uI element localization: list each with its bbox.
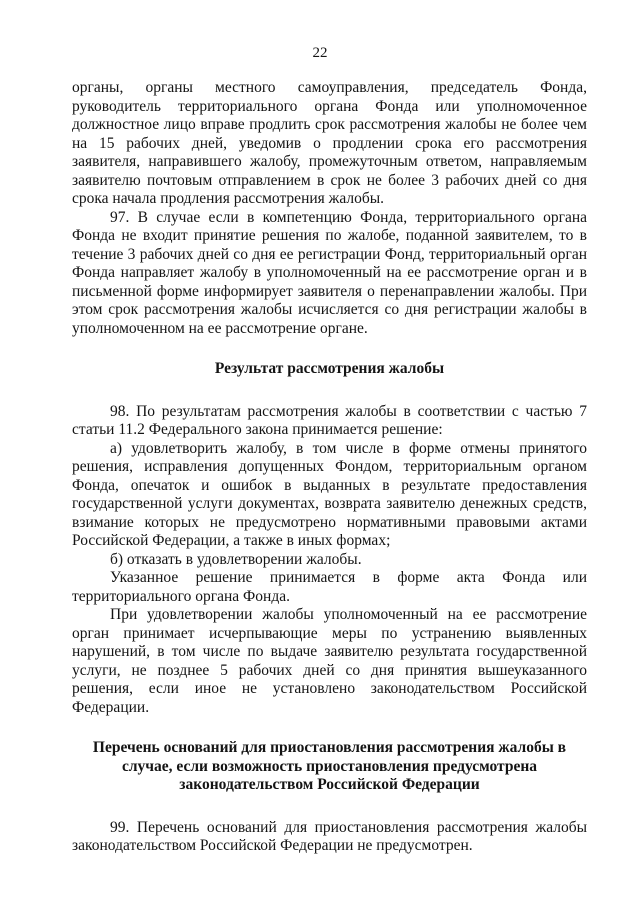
section-heading-grounds-line-1: Перечень оснований для приостановления рассмотрения жалобы в (92, 739, 567, 756)
page-number: 22 (312, 45, 328, 61)
paragraph-97: 97. В случае если в компетенцию Фонда, территориального органа Фонда не входит принятие решения по жалобе, поданной заявителем, то в течение 3 рабочих дней со дня ее регистрации Фонд, территориальный орган Фонда направляет жалобу в уполномоченный на ее рассмотрение орган и в письменной форме информирует заявителя о перенаправлении жалобы. При этом срок рассмотрения жалобы исчисляется со дня регистрации жалобы в уполномоченном на ее рассмотрение органе. (72, 208, 587, 337)
paragraph-98: 98. По результатам рассмотрения жалобы в соответствии с частью 7 статьи 11.2 Федерального закона принимается решение: (72, 402, 587, 438)
paragraph-98-a: а) удовлетворить жалобу, в том числе в форме отмены принятого решения, исправления допущенных Фондом, территориальным органом Фонда, опечаток и ошибок в выданных в результате предоставления государственной услуги документах, возврата заявителю денежных средств, взимание которых не предусмотрено нормативными правовыми актами Российской Федерации, а также в иных формах; (72, 439, 587, 549)
paragraph-98-b: б) отказать в удовлетворении жалобы. (110, 550, 362, 568)
section-heading-result: Результат рассмотрения жалобы (214, 360, 445, 377)
paragraph-intro: органы, органы местного самоуправления, председатель Фонда, руководитель территориального органа Фонда или уполномоченное должностное лицо вправе продлить срок рассмотрения жалобы не более чем на 15 рабочих дней, уведомив о продлении срока его рассмотрения заявителя, направившего жалобу, промежуточным ответом, направляемым заявителю почтовым отправлением в срок не более 3 рабочих дней со дня срока начала продления рассмотрения жалобы. (72, 79, 587, 207)
paragraph-99: 99. Перечень оснований для приостановления рассмотрения жалобы законодательством Российской Федерации не предусмотрен. (72, 818, 587, 854)
paragraph-decision: Указанное решение принимается в форме акта Фонда или территориального органа Фонда. (72, 569, 587, 605)
paragraph-satisfy: При удовлетворении жалобы уполномоченный на ее рассмотрение орган принимает исчерпывающие меры по устранению выявленных нарушений, в том числе по выдаче заявителю результата государственной услуги, не позднее 5 рабочих дней со дня принятия вышеуказанного решения, если иное не установлено законодательством Российской Федерации. (72, 606, 587, 716)
section-heading-grounds-line-2: случае, если возможность приостановления предусмотрена (121, 757, 538, 775)
section-heading-grounds-line-3: законодательством Российской Федерации (179, 776, 480, 793)
section-heading-grounds (72, 739, 587, 795)
document-body (72, 79, 587, 856)
